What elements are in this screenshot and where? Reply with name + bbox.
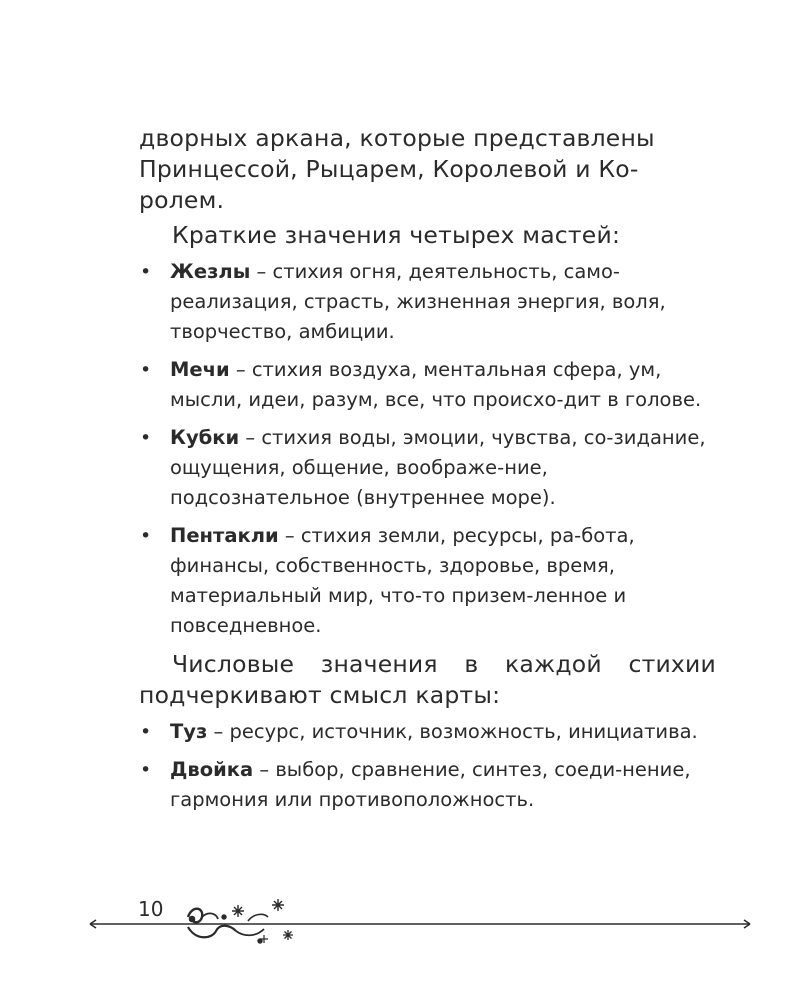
suits-intro: Краткие значения четырех мастей:	[172, 221, 621, 249]
bullet-dot: •	[140, 525, 152, 547]
bullet-dot: •	[140, 721, 152, 743]
floral-ornament-icon	[88, 895, 752, 955]
suit-term: Мечи	[170, 358, 230, 381]
bullet-dot: •	[140, 759, 152, 781]
list-item	[139, 355, 716, 415]
list-item	[139, 717, 716, 747]
page-number: 10	[138, 897, 164, 921]
list-item	[139, 521, 716, 641]
continuation-paragraph: дворных аркана, которые представлены Принцессой, Рыцарем, Королевой и Ко-ролем.	[139, 124, 655, 214]
number-desc: – выбор, сравнение, синтез, соеди-нение, гармония или противоположность.	[170, 758, 691, 811]
number-term: Двойка	[170, 758, 254, 781]
page-footer	[88, 895, 752, 955]
number-term: Туз	[170, 720, 208, 743]
suit-term: Пентакли	[170, 524, 279, 547]
suit-desc: – стихия воздуха, ментальная сфера, ум, мысли, идеи, разум, все, что происхо-дит в голове.	[170, 358, 702, 411]
bullet-dot: •	[140, 261, 152, 283]
suit-desc: – стихия огня, деятельность, само-реализация, страсть, жизненная энергия, воля, творчество, амбиции.	[170, 260, 666, 343]
suit-desc: – стихия воды, эмоции, чувства, со-зидание, ощущения, общение, воображе-ние, подсознательное (внутреннее море).	[170, 426, 706, 509]
list-item	[139, 755, 716, 815]
bullet-dot: •	[140, 427, 152, 449]
suit-desc: – стихия земли, ресурсы, ра-бота, финансы, собственность, здоровье, время, материальный мир, что-то призем-ленное и повседневное.	[170, 524, 635, 637]
number-desc: – ресурс, источник, возможность, инициатива.	[207, 720, 698, 743]
list-item	[139, 257, 716, 347]
suit-term: Кубки	[170, 426, 240, 449]
bullet-dot: •	[140, 359, 152, 381]
suits-list	[139, 257, 716, 641]
page-body	[139, 123, 716, 823]
numbers-list	[139, 717, 716, 815]
suit-term: Жезлы	[170, 260, 251, 283]
list-item	[139, 423, 716, 513]
numbers-intro: Числовые значения в каждой стихии подчеркивают смысл карты:	[139, 650, 716, 709]
